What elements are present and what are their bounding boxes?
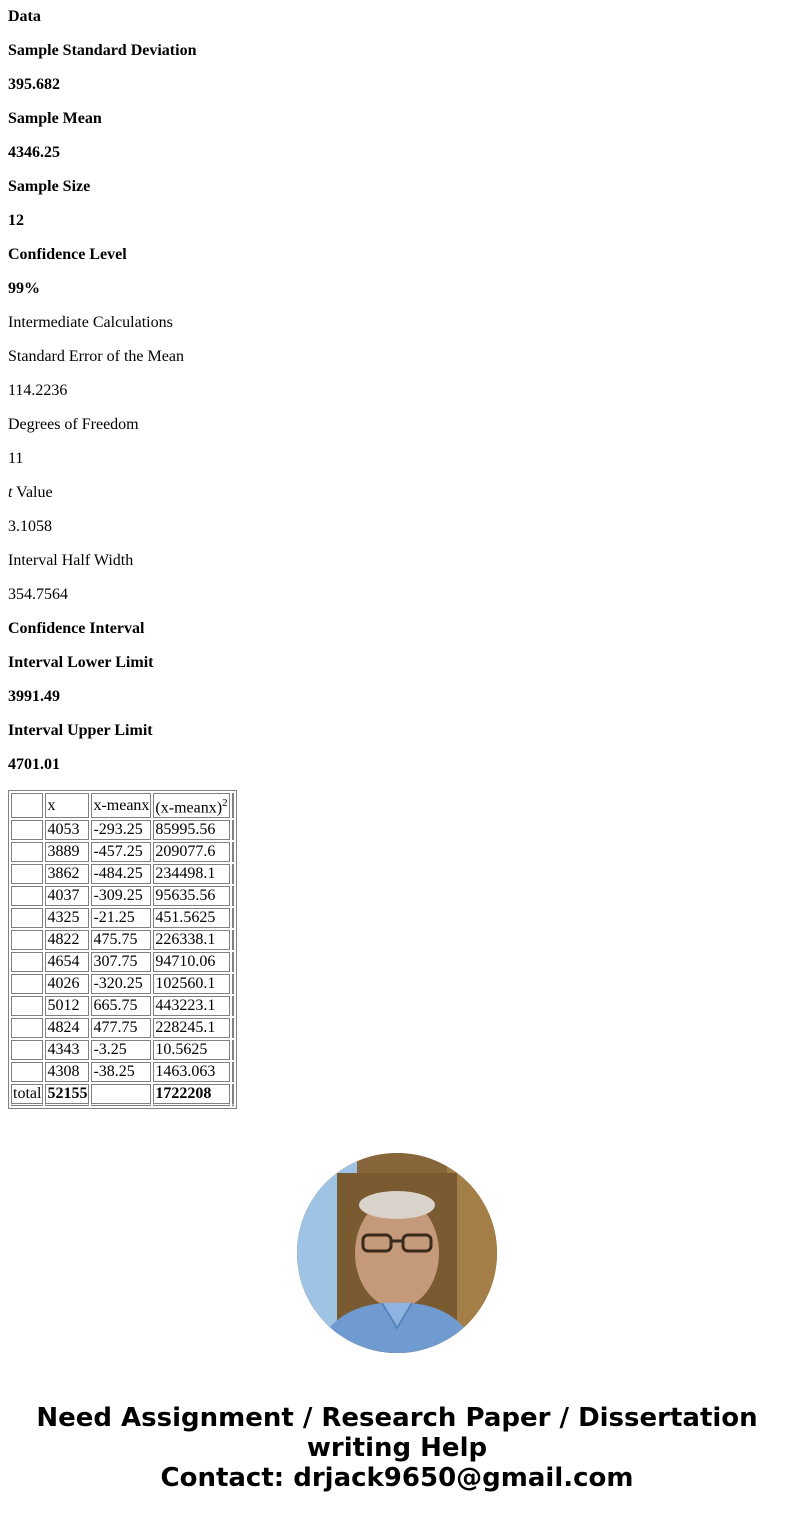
table-row <box>11 996 234 1016</box>
table-edge-cell <box>232 952 234 972</box>
table-total-row <box>11 1084 234 1106</box>
table-cell <box>11 886 43 906</box>
table-edge-cell <box>232 842 234 862</box>
table-cell: x <box>45 793 89 818</box>
table-cell <box>11 1062 43 1082</box>
table-cell: 4824 <box>45 1018 89 1038</box>
table-cell: 228245.1 <box>153 1018 229 1038</box>
table-cell <box>11 1018 43 1038</box>
table-cell <box>11 974 43 994</box>
summary-line: t Value <box>8 484 53 501</box>
table-cell <box>11 930 43 950</box>
table-edge-cell <box>232 930 234 950</box>
table-cell: 477.75 <box>91 1018 151 1038</box>
table-cell <box>11 842 43 862</box>
table-cell: 451.5625 <box>153 908 229 928</box>
author-photo-image <box>297 1153 497 1353</box>
table-cell: total <box>11 1084 43 1106</box>
summary-line: Degrees of Freedom <box>8 416 139 433</box>
table-edge-cell <box>232 820 234 840</box>
table-edge-cell <box>232 1018 234 1038</box>
author-photo <box>297 1153 497 1353</box>
summary-line: Sample Standard Deviation <box>8 42 197 59</box>
summary-line: Data <box>8 8 41 25</box>
summary-line: Sample Size <box>8 178 91 195</box>
table-cell: -309.25 <box>91 886 151 906</box>
table-cell: -21.25 <box>91 908 151 928</box>
table-cell: 3862 <box>45 864 89 884</box>
table-cell: (x-meanx)$^2$ <box>153 793 229 818</box>
summary-line: 11 <box>8 450 24 467</box>
table-cell: 94710.06 <box>153 952 229 972</box>
table-cell: 4654 <box>45 952 89 972</box>
table-cell: 5012 <box>45 996 89 1016</box>
table-row <box>11 864 234 884</box>
table-cell: -320.25 <box>91 974 151 994</box>
summary-line: 4701.01 <box>8 756 60 773</box>
table-cell: 443223.1 <box>153 996 229 1016</box>
table-cell: -293.25 <box>91 820 151 840</box>
table-row <box>11 1018 234 1038</box>
summary-line: Interval Lower Limit <box>8 654 154 671</box>
table-cell: 4026 <box>45 974 89 994</box>
table-edge-cell <box>232 793 234 818</box>
footer-promo <box>0 1403 794 1493</box>
table-cell <box>11 996 43 1016</box>
table-cell: 226338.1 <box>153 930 229 950</box>
table-header-row <box>11 793 234 818</box>
table-edge-cell <box>232 1084 234 1106</box>
table-cell: 1463.063 <box>153 1062 229 1082</box>
table-cell: 85995.56 <box>153 820 229 840</box>
table-cell: 10.5625 <box>153 1040 229 1060</box>
table-row <box>11 1040 234 1060</box>
table-cell: 475.75 <box>91 930 151 950</box>
summary-line: Confidence Level <box>8 246 127 263</box>
summary-line: Standard Error of the Mean <box>8 348 184 365</box>
table-cell <box>11 908 43 928</box>
table-cell: 4308 <box>45 1062 89 1082</box>
table-cell: 4343 <box>45 1040 89 1060</box>
summary-line: 99% <box>8 280 40 297</box>
table-cell: 3889 <box>45 842 89 862</box>
table-cell: -3.25 <box>91 1040 151 1060</box>
table-cell <box>91 1084 151 1106</box>
summary-line: 4346.25 <box>8 144 60 161</box>
calculation-table <box>8 790 237 1109</box>
table-cell <box>11 864 43 884</box>
table-cell: 4037 <box>45 886 89 906</box>
table-row <box>11 908 234 928</box>
table-cell: 4822 <box>45 930 89 950</box>
table-row <box>11 952 234 972</box>
summary-line: Confidence Interval <box>8 620 145 637</box>
table-edge-cell <box>232 996 234 1016</box>
table-cell: 1722208 <box>153 1084 229 1106</box>
summary-line: 3991.49 <box>8 688 60 705</box>
summary-line: 395.682 <box>8 76 60 93</box>
table-row <box>11 820 234 840</box>
table-cell: 4325 <box>45 908 89 928</box>
summary-line: 12 <box>8 212 24 229</box>
table-cell: -38.25 <box>91 1062 151 1082</box>
table-cell: -457.25 <box>91 842 151 862</box>
table-cell: x-meanx <box>91 793 151 818</box>
table-edge-cell <box>232 974 234 994</box>
summary-line: 354.7564 <box>8 586 68 603</box>
table-cell <box>11 952 43 972</box>
table-edge-cell <box>232 1062 234 1082</box>
table-cell: 95635.56 <box>153 886 229 906</box>
table-cell: 234498.1 <box>153 864 229 884</box>
table-cell: 4053 <box>45 820 89 840</box>
t-symbol: t <box>8 484 13 501</box>
table-row <box>11 886 234 906</box>
table-cell: -484.25 <box>91 864 151 884</box>
table-cell <box>11 1040 43 1060</box>
table-row <box>11 930 234 950</box>
footer-line-2: writing Help <box>306 1433 488 1463</box>
summary-line: 114.2236 <box>8 382 68 399</box>
table-edge-cell <box>232 886 234 906</box>
table-edge-cell <box>232 1040 234 1060</box>
table-edge-cell <box>232 864 234 884</box>
table-cell <box>11 820 43 840</box>
footer-line-1: Need Assignment / Research Paper / Dissertation <box>36 1403 758 1433</box>
table-cell: 209077.6 <box>153 842 229 862</box>
table-row <box>11 842 234 862</box>
table-cell: 52155 <box>45 1084 89 1106</box>
summary-line: Sample Mean <box>8 110 102 127</box>
table-cell: 102560.1 <box>153 974 229 994</box>
table-cell: 307.75 <box>91 952 151 972</box>
table-cell: 665.75 <box>91 996 151 1016</box>
table-row <box>11 974 234 994</box>
table-row <box>11 1062 234 1082</box>
summary-line: Interval Upper Limit <box>8 722 153 739</box>
table-cell <box>11 793 43 818</box>
summary-line: Interval Half Width <box>8 552 134 569</box>
summary-line: Intermediate Calculations <box>8 314 173 331</box>
footer-line-3: Contact: drjack9650@gmail.com <box>160 1463 634 1493</box>
table-edge-cell <box>232 908 234 928</box>
summary-line: 3.1058 <box>8 518 52 535</box>
header-superscript: 2 <box>222 797 228 809</box>
